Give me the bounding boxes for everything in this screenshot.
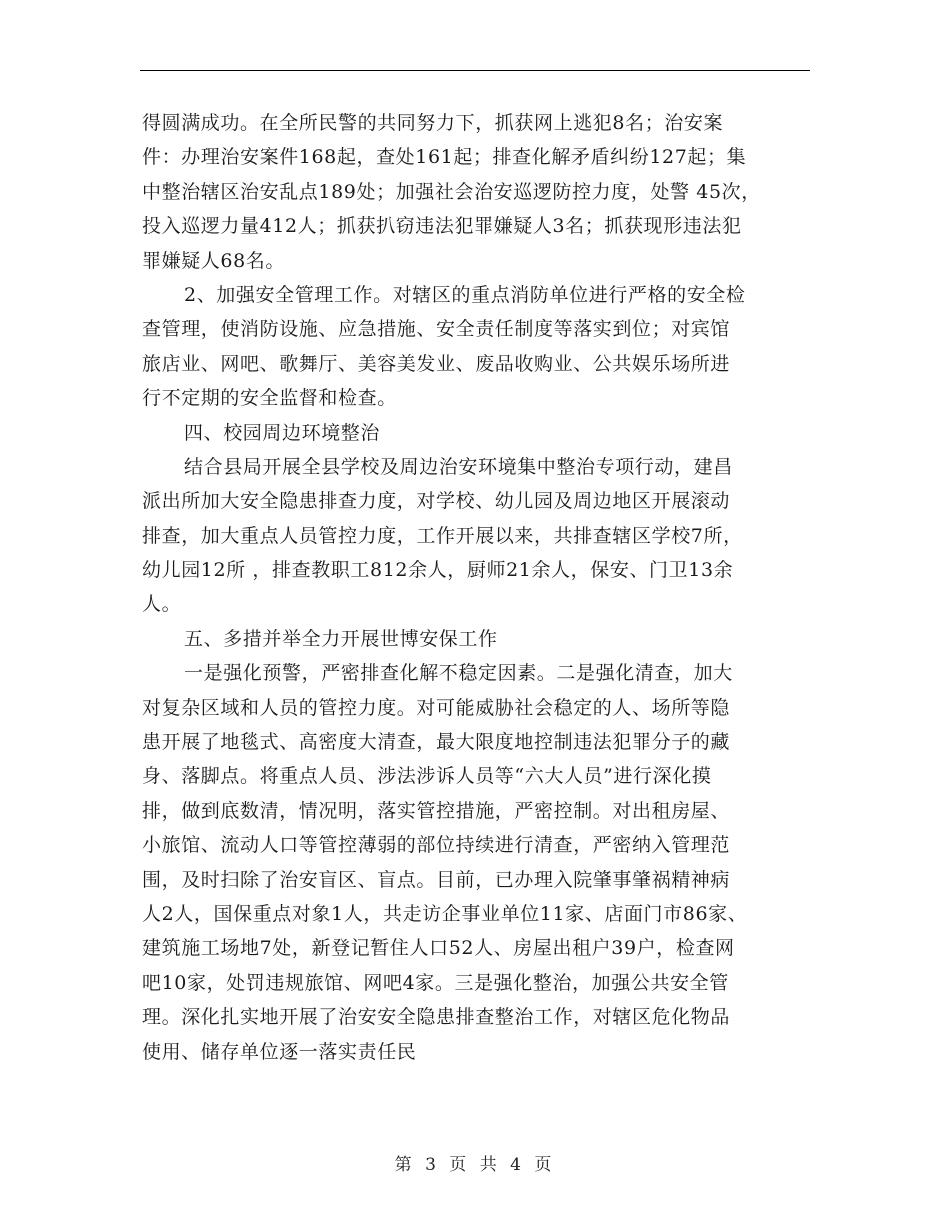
text-line: 患开展了地毯式、高密度大清查，最大限度地控制违法犯罪分子的藏 — [142, 731, 731, 754]
text-line: 五、多措并举全力开展世博安保工作 — [184, 627, 498, 650]
text-line: 小旅馆、流动人口等管控薄弱的部位持续进行清查，严密纳入管理范 — [142, 834, 731, 857]
text-line: 行不定期的安全监督和检查。 — [142, 387, 397, 410]
text-line: 幼儿园12所 ，排查教职工812余人，厨师21余人，保安、门卫13余 — [142, 559, 734, 582]
text-line: 人2人，国保重点对象1人，共走访企事业单位11家、店面门市86家、 — [142, 902, 748, 925]
document-body — [142, 106, 810, 1069]
text-line: 2、加强安全管理工作。对辖区的重点消防单位进行严格的安全检 — [184, 283, 746, 306]
text-line: 人。 — [142, 593, 182, 616]
text-line: 中整治辖区治安乱点189处；加强社会治安巡逻防控力度，处警 45次， — [142, 180, 761, 203]
text-line: 排查，加大重点人员管控力度，工作开展以来，共排查辖区学校7所， — [142, 524, 743, 547]
text-line: 投入巡逻力量412人；抓获扒窃违法犯罪嫌疑人3名；抓获现形违法犯 — [142, 215, 742, 238]
text-line: 排，做到底数清，情况明，落实管控措施，严密控制。对出租房屋、 — [142, 799, 731, 822]
text-line: 吧10家，处罚违规旅馆、网吧4家。三是强化整治，加强公共安全管 — [142, 971, 729, 994]
text-line: 对复杂区域和人员的管控力度。对可能威胁社会稳定的人、场所等隐 — [142, 696, 731, 719]
text-line: 一是强化预警，严密排查化解不稳定因素。二是强化清查，加大 — [184, 662, 733, 685]
header-rule — [140, 70, 810, 71]
text-line: 结合县局开展全县学校及周边治安环境集中整治专项行动，建昌 — [184, 455, 733, 478]
text-line: 罪嫌疑人68名。 — [142, 249, 285, 272]
text-line: 建筑施工场地7处，新登记暂住人口52人、房屋出租户39户，检查网 — [142, 937, 735, 960]
text-line: 围，及时扫除了治安盲区、盲点。目前，已办理入院肇事肇祸精神病 — [142, 868, 731, 891]
text-line: 四、校园周边环境整治 — [184, 421, 381, 444]
text-line: 得圆满成功。在全所民警的共同努力下，抓获网上逃犯8名；治安案 — [142, 112, 724, 134]
page-number-footer: 第 3 页 共 4 页 — [394, 1155, 556, 1175]
text-line: 理。深化扎实地开展了治安安全隐患排查整治工作，对辖区危化物品 — [142, 1006, 731, 1029]
text-line: 旅店业、网吧、歌舞厅、美容美发业、废品收购业、公共娱乐场所进 — [142, 352, 731, 375]
text-line: 派出所加大安全隐患排查力度，对学校、幼儿园及周边地区开展滚动 — [142, 490, 731, 513]
text-line: 身、落脚点。将重点人员、涉法涉诉人员等“六大人员”进行深化摸 — [142, 765, 712, 788]
text-line: 查管理，使消防设施、应急措施、安全责任制度等落实到位；对宾馆 — [142, 318, 731, 341]
text-line: 使用、储存单位逐一落实责任民 — [142, 1040, 417, 1063]
text-line: 件：办理治安案件168起，查处161起；排查化解矛盾纠纷127起；集 — [142, 146, 747, 169]
